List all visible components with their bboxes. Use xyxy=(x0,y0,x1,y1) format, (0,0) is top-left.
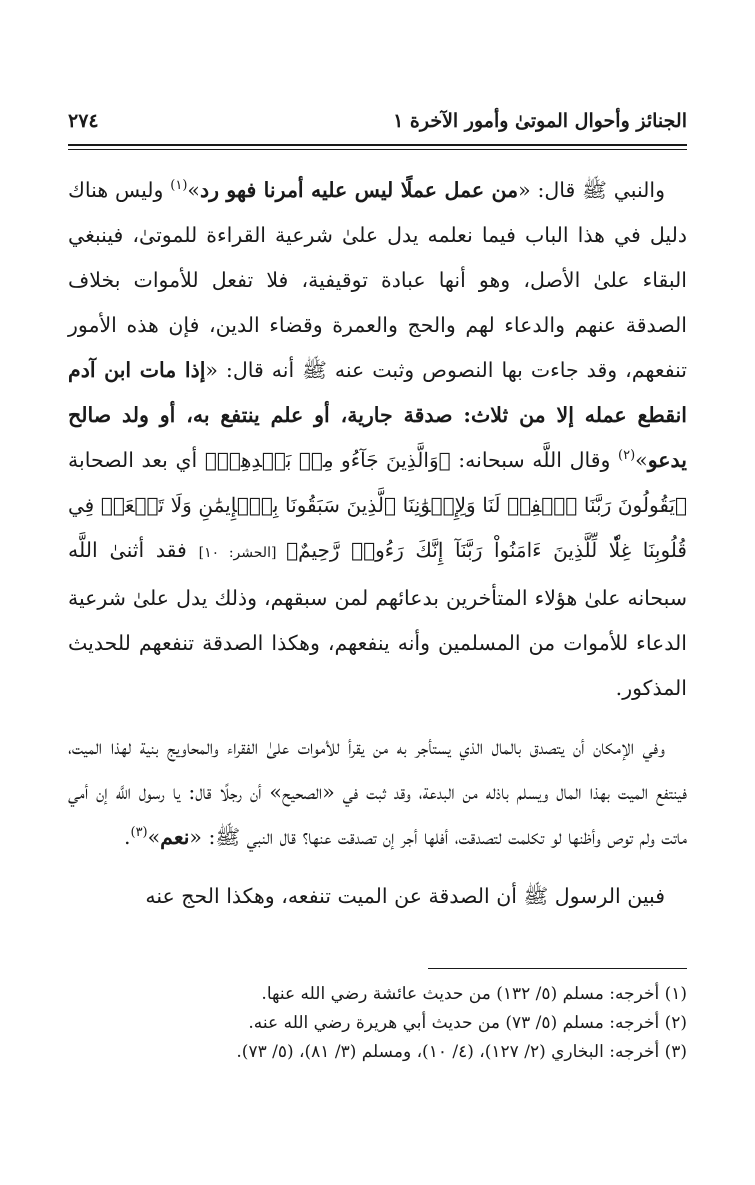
text-run: فقد أثنىٰ اللَّه سبحانه علىٰ هؤلاء المتأخرين بدعائهم لمن سبقهم، وذلك يدل علىٰ شرعية الدعاء للأموات من المسلمين وأنه ينفعهم، وهكذا الصدقة تنفعهم للحديث المذكور. xyxy=(68,538,687,700)
footnote-ref-1[interactable]: (١) xyxy=(170,178,188,194)
text-run: وليس هناك دليل في هذا الباب فيما نعلمه يدل علىٰ شرعية القراءة للموتىٰ، فينبغي البقاء علىٰ الأصل، وهو أنها عبادة توقيفية، فلا تفعل للأموات بخلاف الصدقة عنهم والدعاء لهم والحج والعمرة وقضاء الدين، فإن هذه الأمور تنفعهم، وقد جاءت بها النصوص وثبت عنه ﷺ أنه قال: « xyxy=(68,178,687,382)
footnote-ref-2[interactable]: (٢) xyxy=(618,448,636,464)
footnotes xyxy=(68,980,687,1067)
main-text xyxy=(68,168,687,933)
text-run: » xyxy=(147,825,161,849)
text-run: » xyxy=(635,448,648,472)
text-run: والنبي ﷺ قال: « xyxy=(518,178,665,202)
text-run: » xyxy=(187,178,200,202)
text-run: وقال اللَّه سبحانه: xyxy=(450,448,619,472)
quran-verse: ﴿يَقُولُونَ رَبَّنَا ٱغۡفِرۡ لَنَا وَلِإِخۡوَٰنِنَا ٱلَّذِينَ سَبَقُونَا بِٱلۡإِيمَٰنِ وَلَا تَجۡعَلۡ فِي قُلُوبِنَا غِلّٗا لِّلَّذِينَ ءَامَنُواْ رَبَّنَآ إِنَّكَ رَءُوفٞ رَّحِيمٌ﴾ xyxy=(68,493,687,562)
header-rule-thin xyxy=(68,149,687,150)
text-run: فبين الرسول ﷺ أن الصدقة عن الميت تنفعه، وهكذا الحج عنه xyxy=(145,884,665,908)
hadith-quote: من عمل عملًا ليس عليه أمرنا فهو رد xyxy=(199,178,519,202)
header-rule-thick xyxy=(68,144,687,146)
page-header xyxy=(68,110,687,132)
surah-reference: [الحشر: ١٠] xyxy=(198,545,287,561)
running-title: الجنائز وأحوال الموتىٰ وأمور الآخرة ١ xyxy=(393,110,687,132)
footnote-separator xyxy=(428,968,687,969)
text-run: أي بعد الصحابة xyxy=(68,448,205,472)
paragraph-1 xyxy=(68,168,687,711)
footnote-3: (٣) أخرجه: البخاري (٢/ ١٢٧)، (٤/ ١٠)، ومسلم (٣/ ٨١)، (٥/ ٧٣). xyxy=(236,1042,687,1062)
footnote-1: (١) أخرجه: مسلم (٥/ ١٣٢) من حديث عائشة رضي الله عنها. xyxy=(261,984,687,1004)
text-run: وفي الإمكان أن يتصدق بالمال الذي يستأجر به من يقرأ للأموات علىٰ الفقراء والمحاويج بنية لهذا الميت، فينتفع الميت بهذا المال ويسلم باذله من البدعة، وقد ثبت في «الصحيح» أن رجلًا قال: يا رسول اللَّه إن أمي ماتت ولم توص وأظنها لو تكلمت لتصدقت، أفلها أجر إن تصدقت عنها؟ قال النبي ﷺ: « xyxy=(68,735,687,849)
footnote-2: (٢) أخرجه: مسلم (٥/ ٧٣) من حديث أبي هريرة رضي الله عنه. xyxy=(248,1013,687,1033)
hadith-answer: نعم xyxy=(160,825,190,849)
paragraph-2 xyxy=(68,725,687,860)
text-run: . xyxy=(123,825,131,849)
quran-verse: ﴿وَالَّذِينَ جَآءُو مِنۢ بَعۡدِهِمۡ﴾ xyxy=(204,448,451,472)
page-number: ٢٧٤ xyxy=(68,110,99,132)
hadith-quote: إذا مات ابن آدم انقطع عمله إلا من ثلاث: صدقة جارية، أو علم ينتفع به، أو ولد صالح يدعو xyxy=(68,358,688,472)
paragraph-3 xyxy=(68,874,687,919)
footnote-ref-3[interactable]: (٣) xyxy=(130,825,148,841)
